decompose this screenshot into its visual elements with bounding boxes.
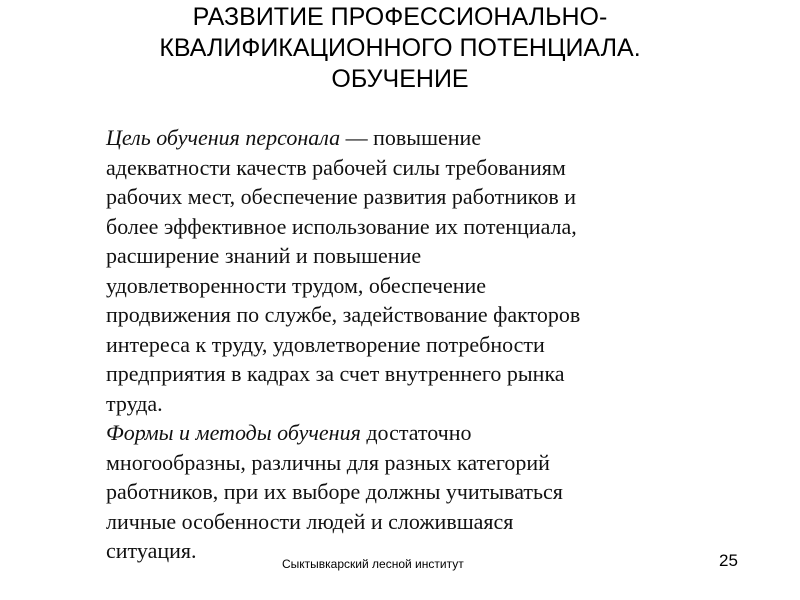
slide-title xyxy=(60,2,740,95)
footer-institute: Сыктывкарский лесной институт xyxy=(282,557,464,571)
paragraph-first-line xyxy=(106,418,726,448)
paragraph-line: достаточно xyxy=(360,420,472,445)
slide-title-line: РАЗВИТИЕ ПРОФЕССИОНАЛЬНО- xyxy=(192,3,608,31)
paragraph-emphasis: Цель обучения персонала xyxy=(106,125,341,150)
slide-title-line: ОБУЧЕНИЕ xyxy=(331,65,469,93)
slide-body xyxy=(106,123,726,566)
paragraph-line: адекватности качеств рабочей силы требованиям xyxy=(106,154,566,180)
paragraph-training-goal xyxy=(106,123,726,418)
slide-title-line: КВАЛИФИКАЦИОННОГО ПОТЕНЦИАЛА. xyxy=(159,34,641,62)
paragraph-line: труда. xyxy=(106,390,163,416)
paragraph-line: многообразны, различны для разных категорий xyxy=(106,449,550,475)
paragraph-line: — повышение xyxy=(340,125,482,150)
paragraph-line: рабочих мест, обеспечение развития работников и xyxy=(106,184,576,209)
paragraph-line: личные особенности людей и сложившаяся xyxy=(106,508,514,534)
page-number: 25 xyxy=(719,551,738,570)
paragraph-line: расширение знаний и повышение xyxy=(106,243,422,268)
paragraph-line: предприятия в кадрах за счет внутреннего рынка xyxy=(106,361,565,386)
paragraph-line: ситуация. xyxy=(106,538,197,563)
paragraph-training-forms xyxy=(106,418,726,566)
paragraph-line: работников, при их выборе должны учитываться xyxy=(106,479,563,504)
paragraph-emphasis: Формы и методы обучения xyxy=(106,420,361,445)
paragraph-line: интереса к труду, удовлетворение потребности xyxy=(106,331,545,357)
paragraph-line: более эффективное использование их потенциала, xyxy=(106,213,577,239)
paragraph-line: удовлетворенности трудом, обеспечение xyxy=(106,272,487,298)
paragraph-first-line xyxy=(106,123,726,153)
paragraph-line: продвижения по службе, задействование факторов xyxy=(106,302,581,327)
